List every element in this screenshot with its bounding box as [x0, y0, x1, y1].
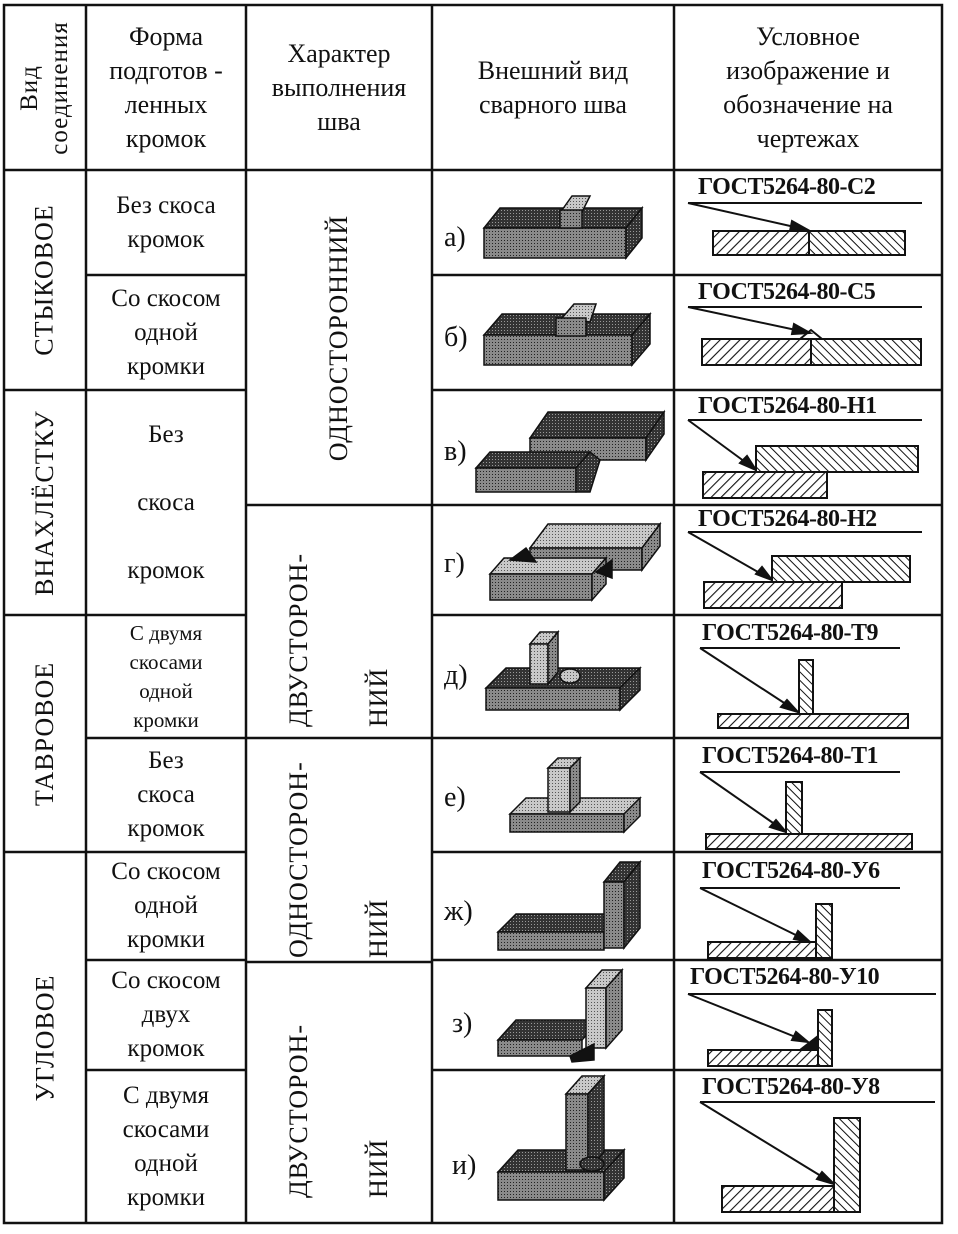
header-edge-form: Форма подготов - ленных кромок	[109, 21, 223, 153]
row-letter-9: и)	[452, 1150, 477, 1181]
header-designation: Условное изображение и обозначение на чертежах	[723, 21, 893, 153]
edge-form-row-3: Без скоса кромок	[127, 420, 205, 584]
joint-type-lap-cell	[4, 390, 86, 615]
sketch-i	[498, 1076, 624, 1200]
seam-character-cell-2	[246, 505, 432, 738]
joint-type-butt: СТЫКОВОЕ	[30, 204, 59, 356]
joint-type-corner: УГЛОВОЕ	[30, 974, 59, 1101]
drawing-u8	[700, 1102, 935, 1212]
drawing-u10	[688, 994, 936, 1066]
joint-type-tee-cell	[4, 615, 86, 852]
sketch-a	[484, 196, 642, 258]
standard-row-8: ГОСТ5264-80-У10	[690, 964, 880, 990]
seam-character-cell-3	[246, 738, 432, 962]
standard-row-2: ГОСТ5264-80-С5	[698, 279, 876, 305]
sketch-e	[510, 758, 640, 832]
row-letter-4: г)	[444, 548, 465, 579]
edge-form-row-5: С двумя скосами одной кромки	[129, 620, 203, 732]
sketch-d	[486, 632, 640, 710]
edge-form-row-8: Со скосом двух кромок	[111, 967, 221, 1062]
edge-form-row-6: Без скоса кромок	[127, 747, 205, 842]
row-letter-7: ж)	[444, 896, 473, 927]
edge-form-row-7: Со скосом одной кромки	[111, 858, 221, 953]
standard-row-9: ГОСТ5264-80-У8	[702, 1074, 880, 1100]
header-joint-type: Вид соединения	[16, 20, 73, 155]
standard-row-4: ГОСТ5264-80-Н2	[698, 506, 877, 532]
edge-form-row-2: Со скосом одной кромки	[111, 284, 221, 380]
seam-character-4: ДВУСТОРОН-НИЙ	[284, 1023, 393, 1198]
drawing-u6	[700, 888, 900, 958]
standard-row-6: ГОСТ5264-80-Т1	[702, 743, 878, 769]
drawing-c5	[688, 307, 922, 365]
row-letter-5: д)	[444, 660, 468, 691]
edge-form-row-9: С двумя скосами одной кромки	[122, 1081, 210, 1211]
sketch-v	[476, 412, 664, 492]
seam-character-3: ОДНОСТОРОН-НИЙ	[284, 761, 393, 958]
sketch-z	[498, 970, 622, 1062]
drawing-t1	[700, 772, 912, 849]
standard-row-5: ГОСТ5264-80-Т9	[702, 620, 878, 646]
edge-form-row-1: Без скоса кромок	[116, 191, 216, 253]
standard-row-3: ГОСТ5264-80-Н1	[698, 393, 877, 419]
drawing-t9	[700, 648, 908, 728]
header-seam-character: Характер выполнения шва	[271, 38, 407, 136]
joint-type-corner-cell	[4, 852, 86, 1223]
row-letter-6: е)	[444, 782, 466, 813]
row-letter-8: з)	[452, 1008, 473, 1039]
sketch-b	[484, 304, 650, 365]
drawing-h1	[688, 420, 922, 498]
row-letter-1: а)	[444, 222, 466, 253]
standard-row-7: ГОСТ5264-80-У6	[702, 858, 880, 884]
row-letter-2: б)	[444, 322, 468, 353]
standard-row-1: ГОСТ5264-80-С2	[698, 174, 876, 200]
joint-type-lap: ВНАХЛЁСТКУ	[30, 409, 60, 596]
seam-character-cell-4	[246, 962, 432, 1223]
seam-character-2: ДВУСТОРОН-НИЙ	[284, 552, 393, 727]
header-joint-type-cell	[4, 5, 86, 170]
seam-character-cell-1	[246, 170, 432, 505]
sketch-g	[490, 524, 660, 600]
sketch-zh	[498, 862, 640, 950]
joint-type-tee: ТАВРОВОЕ	[30, 661, 60, 806]
drawing-c2	[688, 203, 922, 255]
row-letter-3: в)	[444, 436, 467, 467]
drawing-h2	[688, 532, 922, 608]
joint-type-butt-cell	[4, 170, 86, 390]
header-appearance: Внешний вид сварного шва	[477, 55, 629, 119]
seam-character-1: ОДНОСТОРОННИЙ	[324, 214, 353, 461]
